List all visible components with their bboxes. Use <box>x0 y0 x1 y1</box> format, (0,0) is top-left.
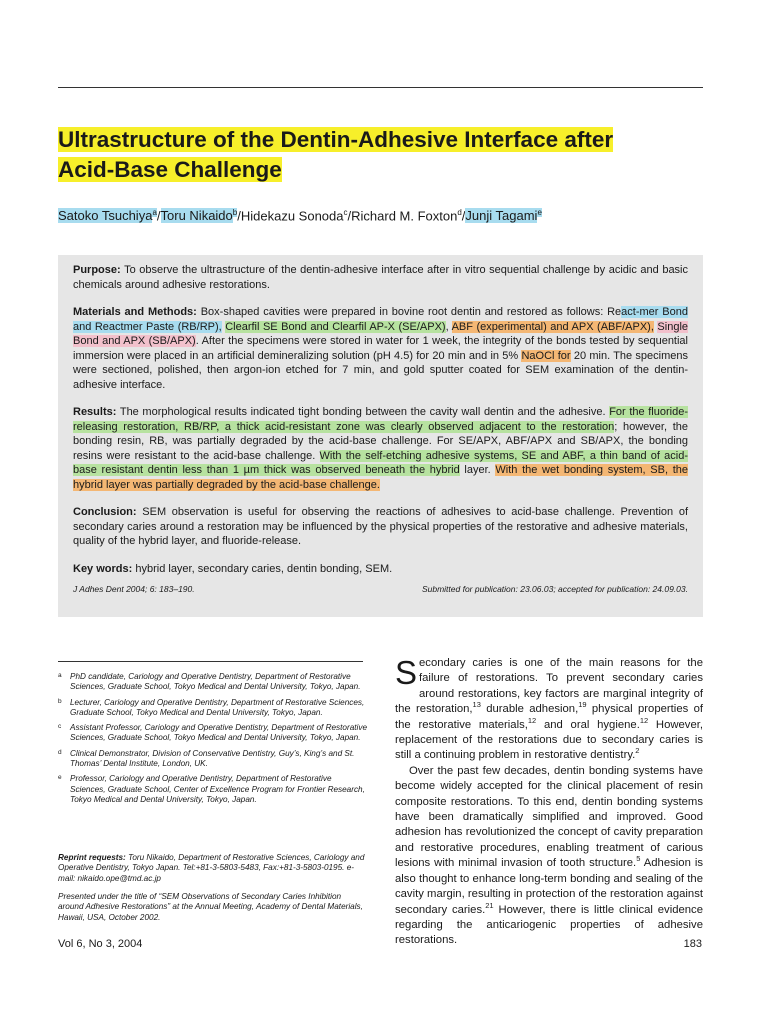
footnote-text: Assistant Professor, Cariology and Operative Dentistry, Department of Restorative Sciences, Graduate School, Tokyo Medical and Dental University, Tokyo, Japan. <box>70 723 367 743</box>
author-name: Richard M. Foxton <box>351 208 458 224</box>
body-text <box>395 656 703 949</box>
abstract-box <box>58 255 703 617</box>
keywords-label: Key words: <box>73 562 133 575</box>
footnote-text: PhD candidate, Cariology and Operative Dentistry, Department of Restorative Sciences, Graduate School, Tokyo Medical and Dental University, Tokyo, Japan. <box>70 672 361 692</box>
purpose-text: To observe the ultrastructure of the dentin-adhesive interface after in vitro sequential challenge by acidic and basic chemicals around adhesive restorations. <box>73 264 689 291</box>
results-text: layer. <box>459 464 496 476</box>
methods-text: . After the specimens were stored in water for 1 week, the integrity of the bonds tested by sequential immersion were placed in an artificial demineralizing solution (pH 4.5) for 20 min and in 5% <box>73 335 688 362</box>
abstract-footer <box>73 584 688 594</box>
footnote-rule <box>58 661 363 662</box>
body-text-run: However, replacement of the restorations due to secondary caries is still a continuing problem in restorative dentistry. <box>395 718 704 762</box>
reference-mark: 12 <box>527 715 537 725</box>
author-name: Toru Nikaido <box>160 208 233 224</box>
author-name: Junji Tagami <box>465 208 538 224</box>
reprint-requests <box>58 853 368 884</box>
drop-cap: S <box>395 654 418 691</box>
reference-mark: 2 <box>635 746 640 756</box>
reference-mark: 13 <box>472 700 481 710</box>
author-affiliation-mark: c <box>343 208 348 217</box>
methods-label: Materials and Methods: <box>73 306 197 318</box>
header-rule <box>58 87 703 88</box>
footnote-item <box>58 672 368 693</box>
footnote-text: Lecturer, Cariology and Operative Dentistry, Department of Restorative Sciences, Graduate School, Tokyo Medical and Dental University, Tokyo, Japan. <box>70 697 365 717</box>
results-text: ; however, the bonding resin, RB, was partially degraded by the acid-base challenge. For SE/APX, ABF/APX and SB/APX, the bonding resins were resistant to the acid-base challenge. <box>73 420 688 462</box>
submission-dates: Submitted for publication: 23.06.03; accepted for publication: 24.09.03. <box>421 584 688 594</box>
conclusion-text: SEM observation is useful for observing the reactions of adhesives to acid-base challenge. Prevention of secondary caries around a restoration may be influenced by the physical properties of the restorative and adhesive materials, quality of the hybrid layer, and fluoride-release. <box>73 506 688 547</box>
body-text-run: Adhesion is also thought to enhance long-term bonding and sealing of the cavity margin, resulting in protection of the restoration against secondary caries. <box>395 857 703 916</box>
author-affiliation-mark: d <box>457 208 462 217</box>
keywords-text: hybrid layer, secondary caries, dentin bonding, SEM. <box>135 562 393 575</box>
article-title <box>58 125 703 185</box>
footnote-mark: d <box>58 748 62 756</box>
footnote-mark: b <box>58 697 62 705</box>
results-text: The morphological results indicated tight bonding between the cavity wall dentin and the adhesive. <box>119 406 610 418</box>
reference-mark: 5 <box>636 854 641 864</box>
body-text-run: Over the past few decades, dentin bonding systems have become widely accepted for the clinical placement of resin composite restorations. To this end, dentin bonding systems have been dramatically simplified and improved. Good adhesion has revolutionized the concept of cavity preparation and restorative procedures, enabling treatment of carious lesions with minimal invasion of tooth structure. <box>395 764 703 870</box>
footnote-mark: a <box>58 672 62 679</box>
body-text-run: and oral hygiene. <box>536 718 640 731</box>
footnote-text: Professor, Cariology and Operative Dentistry, Department of Restorative Sciences, Graduate School, Center of Excellence Program for Frontier Research, Tokyo Medical and Dental University, Tokyo, Japan. <box>70 774 365 804</box>
author-name: Satoko Tsuchiya <box>58 208 153 224</box>
page-number: 183 <box>683 938 702 950</box>
methods-highlight-sb: Single Bond and APX (SB/APX) <box>73 320 688 347</box>
abstract-methods <box>73 305 688 392</box>
methods-highlight-rb: act-mer Bond and Reactmer Paste (RB/RP), <box>73 306 688 333</box>
methods-highlight-se: Clearfil SE Bond and Clearfil AP-X (SE/APX) <box>225 320 446 333</box>
footnote-mark: c <box>58 723 62 731</box>
methods-highlight-abf: ABF (experimental) and APX (ABF/APX), <box>451 320 654 333</box>
reference-mark: 21 <box>485 900 494 910</box>
footnote-item <box>58 723 368 744</box>
abstract-keywords <box>73 562 688 577</box>
author-affiliation-mark: e <box>537 208 542 217</box>
body-paragraph <box>395 656 703 764</box>
abstract-purpose <box>73 263 688 292</box>
reference-mark: 19 <box>578 700 587 710</box>
volume-info: Vol 6, No 3, 2004 <box>58 938 143 950</box>
title-line-2: Acid-Base Challenge <box>58 157 282 182</box>
footnote-text: Clinical Demonstrator, Division of Conservative Dentistry, Guy’s, King’s and St. Thomas’ Dental Institute, London, UK. <box>70 748 355 769</box>
methods-text: 20 min. The specimens were sectioned, polished, then argon-ion etched for 7 min, and gold sputter coated for SEM examination of the dentin-adhesive interface. <box>73 349 688 391</box>
methods-highlight-naocl: NaOCl for <box>521 349 571 362</box>
author-name: Hidekazu Sonoda <box>240 208 344 224</box>
affiliation-footnotes <box>58 672 368 810</box>
conclusion-label: Conclusion: <box>73 506 137 518</box>
body-paragraph <box>395 764 703 949</box>
reprint-text: Toru Nikaido, Department of Restorative Sciences, Cariology and Operative Dentistry, Tokyo Japan. Tel:+81-3-5803-5483, Fax:+81-3-5803-0195. e-mail: nikaido.ope@tmd.ac.jp <box>58 853 365 883</box>
results-label: Results: <box>73 406 117 418</box>
journal-citation: J Adhes Dent 2004; 6: 183–190. <box>73 584 195 594</box>
reference-mark: 12 <box>639 715 649 725</box>
author-list: Satoko Tsuchiya$^a$/Toru Nikaido$^b$/Hidekazu Sonoda$^c$/Richard M. Foxton$^d$/Junji Tagami$^e$ <box>58 208 542 224</box>
abstract-results <box>73 405 688 492</box>
author-affiliation-mark: b <box>232 208 238 217</box>
title-line-1: Ultrastructure of the Dentin-Adhesive Interface after <box>58 127 614 152</box>
results-highlight-rb: For the fluoride-releasing restoration, RB/RP, a thick acid-resistant zone was clearly observed adjacent to the restoration <box>73 406 688 433</box>
footnote-item <box>58 698 368 719</box>
methods-text: , <box>445 320 452 333</box>
footnote-item <box>58 749 368 770</box>
purpose-label: Purpose: <box>73 264 121 276</box>
body-text-run: However, there is little clinical evidence regarding the anticariogenic properties of adhesive restorations. <box>395 903 703 947</box>
results-highlight-sb: With the wet bonding system, SB, the hybrid layer was partially degraded by the acid-base challenge. <box>73 464 689 491</box>
author-affiliation-mark: a <box>152 208 157 217</box>
methods-text: Box-shaped cavities were prepared in bovine root dentin and restored as follows: Re <box>200 306 622 318</box>
results-highlight-self-etch: With the self-etching adhesive systems, SE and ABF, a thin band of acid-base resistant dentin less than 1 µm thick was observed beneath the hybrid <box>73 449 688 476</box>
footnote-mark: e <box>58 774 62 782</box>
reprint-label: Reprint requests: <box>58 853 126 862</box>
body-text-run: econdary caries is one of the main reasons for the failure of restorations. To prevent secondary caries around restorations, key factors are marginal integrity of the restoration, <box>395 657 703 716</box>
footnote-item <box>58 774 368 805</box>
body-text-run: durable adhesion, <box>480 703 579 716</box>
body-text-run: physical properties of the restorative materials, <box>395 703 703 731</box>
abstract-conclusion <box>73 505 688 549</box>
presented-note: Presented under the title of “SEM Observations of Secondary Caries Inhibition around Adhesive Restorations” at the Annual Meeting, Academy of Dental Materials, Hawaii, USA, October 2002. <box>58 892 363 922</box>
